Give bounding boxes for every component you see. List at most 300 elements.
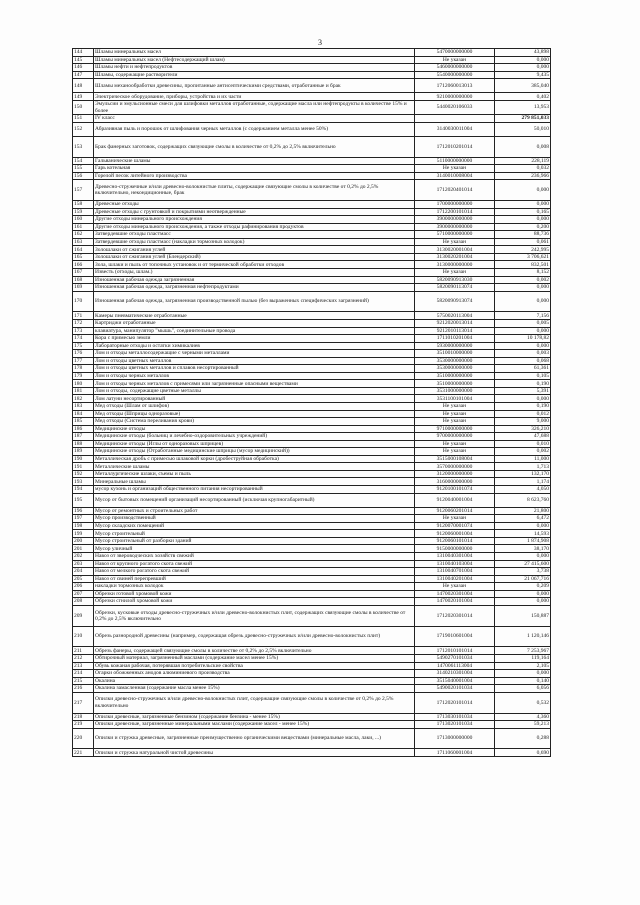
row-number: 183 (73, 403, 94, 411)
table-row (73, 136, 551, 157)
table-row (73, 713, 551, 721)
row-number: 159 (73, 208, 94, 216)
row-number: 169 (73, 284, 94, 292)
waste-amount: 242,995 (495, 246, 551, 254)
waste-code: 5110000000000 (415, 157, 495, 165)
waste-code: 3570000000000 (415, 463, 495, 471)
table-row (73, 728, 551, 749)
waste-name: Другие отходы минерального происхождения (94, 216, 415, 224)
waste-code: 1713030101034 (415, 713, 495, 721)
waste-code: 1310040301004 (415, 553, 495, 561)
row-number: 175 (73, 342, 94, 350)
table-row (73, 216, 551, 224)
waste-name: Мусор складских помещений (94, 522, 415, 530)
waste-code: 3510000000000 (415, 372, 495, 380)
waste-name: Металлические шламы (94, 463, 415, 471)
row-number: 203 (73, 560, 94, 568)
table-row (73, 575, 551, 583)
row-number: 211 (73, 647, 94, 655)
waste-code: 5930000000000 (415, 342, 495, 350)
row-number: 191 (73, 463, 94, 471)
waste-code: 1712010101014 (415, 647, 495, 655)
waste-name: мусор кухонь и организаций общественного питания несортированный (94, 486, 415, 494)
waste-name: Брак фанерных заготовок, содержащих связующие смолы в количестве от 0,2% до 2,5% включительно (94, 136, 415, 157)
waste-name: IV класс (94, 115, 415, 123)
waste-name: Навоз от мелкого рогатого скота свежий (94, 568, 415, 576)
row-number: 144 (73, 49, 94, 57)
table-row (73, 463, 551, 471)
table-row (73, 530, 551, 538)
waste-amount: 0,000 (495, 598, 551, 606)
waste-amount: 7 253,967 (495, 647, 551, 655)
row-number: 149 (73, 93, 94, 101)
waste-amount: 0,000 (495, 201, 551, 209)
waste-amount: 27 415,600 (495, 560, 551, 568)
row-number: 170 (73, 291, 94, 312)
waste-name: Обрезки, кусковые отходы древесно-стружечных и/или древесно-волокнистых плит, содержащих связующие смолы в количестве от 0,2% до 2,5% включительно (94, 605, 415, 626)
row-number: 147 (73, 71, 94, 79)
table-row (73, 122, 551, 136)
waste-name: Лом и отходы черных металлов с примесями или загрязненные опасными веществами (94, 380, 415, 388)
row-number: 160 (73, 216, 94, 224)
waste-name: Гарь котельная (94, 165, 415, 173)
row-number: 166 (73, 261, 94, 269)
waste-code: 1719010601004 (415, 626, 495, 647)
waste-amount: 0,012 (495, 410, 551, 418)
waste-code: 3900000000000 (415, 216, 495, 224)
waste-name: Древесные отходы (94, 201, 415, 209)
table-row (73, 261, 551, 269)
waste-amount: 10 178,82 (495, 335, 551, 343)
waste-amount: 7,156 (495, 312, 551, 320)
waste-name: Окалина (94, 677, 415, 685)
waste-name: Мед отходы (Шприцы одноразовые) (94, 410, 415, 418)
waste-amount: 21 067,716 (495, 575, 551, 583)
waste-name: Древесно-стружечные и/или древесно-волокнистые плиты, содержащие связующие смолы в количестве от 0,2% до 2,5% включительно, некондиционные, брак (94, 180, 415, 201)
waste-code: 5820090113074 (415, 284, 495, 292)
row-number: 193 (73, 478, 94, 486)
table-row (73, 537, 551, 545)
table-row (73, 100, 551, 114)
row-number: 210 (73, 626, 94, 647)
waste-amount: 0,010 (495, 440, 551, 448)
row-number: 151 (73, 115, 94, 123)
waste-code: 1712060013013 (415, 79, 495, 93)
waste-code: 3515040001004 (415, 677, 495, 685)
waste-code: Не указан (415, 56, 495, 64)
waste-name: Металлическая дробь с примесью шлаковой корки (дробеструйная обработка) (94, 455, 415, 463)
row-number: 182 (73, 395, 94, 403)
row-number: 200 (73, 537, 94, 545)
waste-name: Зола, шлаки и пыль от топочных установок и от термической обработки отходов (94, 261, 415, 269)
table-row (73, 440, 551, 448)
row-number: 204 (73, 568, 94, 576)
waste-name: Мусор от бытовых помещений организаций несортированный (исключая крупногабаритный) (94, 493, 415, 507)
waste-code: 3530000000000 (415, 365, 495, 373)
table-row (73, 560, 551, 568)
waste-amount: 0,002 (495, 276, 551, 284)
waste-code: 3900000000000 (415, 223, 495, 231)
table-row (73, 335, 551, 343)
waste-code: Не указан (415, 269, 495, 277)
table-row (73, 71, 551, 79)
waste-amount: 0,000 (495, 395, 551, 403)
waste-code: Не указан (415, 403, 495, 411)
table-row (73, 749, 551, 757)
row-number: 221 (73, 749, 94, 757)
waste-name: Изношенная рабочая одежда загрязненная (94, 276, 415, 284)
waste-amount: 13,953 (495, 100, 551, 114)
waste-name: Опилки и стружка натуральной чистой древесины (94, 749, 415, 757)
waste-code: 1713000000000 (415, 728, 495, 749)
waste-amount: 0,140 (495, 677, 551, 685)
waste-code: 3510010000000 (415, 350, 495, 358)
waste-name: Опилки древесные, загрязненные бензином (содержание бензина - менее 15%) (94, 713, 415, 721)
table-row (73, 157, 551, 165)
row-number: 172 (73, 319, 94, 327)
waste-name: Изношенная рабочая одежда, загрязненная производственной пылью (без выраженных специфических загрязнений) (94, 291, 415, 312)
row-number: 173 (73, 327, 94, 335)
waste-code: 9150000000000 (415, 545, 495, 553)
waste-name: Медицинские отходы (больниц и лечебно-оздоровительных учреждений) (94, 433, 415, 441)
waste-amount: 0,000 (495, 56, 551, 64)
table-row (73, 49, 551, 57)
row-number: 148 (73, 79, 94, 93)
table-row (73, 493, 551, 507)
row-number: 156 (73, 172, 94, 180)
table-row (73, 357, 551, 365)
waste-code: 9120040001004 (415, 493, 495, 507)
waste-code: 1470061113004 (415, 662, 495, 670)
row-number: 218 (73, 713, 94, 721)
table-row (73, 350, 551, 358)
waste-amount: 0,000 (495, 553, 551, 561)
table-row (73, 246, 551, 254)
waste-code: 1310040103004 (415, 560, 495, 568)
row-number: 154 (73, 157, 94, 165)
waste-amount: 43,898 (495, 49, 551, 57)
table-row (73, 590, 551, 598)
waste-code: 1470020101004 (415, 598, 495, 606)
waste-name: Обрезки сгнилой хромовой кожи (94, 598, 415, 606)
row-number: 158 (73, 201, 94, 209)
row-number: 192 (73, 470, 94, 478)
waste-code: 1310040201004 (415, 575, 495, 583)
table-row (73, 291, 551, 312)
row-number: 186 (73, 425, 94, 433)
table-row (73, 253, 551, 261)
row-number: 194 (73, 486, 94, 494)
waste-name: Мусор от ремонтных и строительных работ (94, 507, 415, 515)
waste-amount: 21,800 (495, 507, 551, 515)
waste-amount: 0,000 (495, 670, 551, 678)
waste-code: Не указан (415, 410, 495, 418)
waste-code: 5490020101034 (415, 685, 495, 693)
table-row (73, 201, 551, 209)
waste-code: 3130020201004 (415, 253, 495, 261)
waste-name: накладки тормозных колодок (94, 583, 415, 591)
waste-name: Шламы механообработки древесины, пропитанные антисептическими средствами, отработанные и брак (94, 79, 415, 93)
table-row (73, 56, 551, 64)
row-number: 157 (73, 180, 94, 201)
row-number: 188 (73, 440, 94, 448)
waste-code: Не указан (415, 448, 495, 456)
waste-code: 3140030011004 (415, 122, 495, 136)
waste-name: Опилки и стружка древесные, загрязненные преимущественно органическими веществами (минеральные масла, лаки, ...) (94, 728, 415, 749)
waste-name: Лабораторные отходы и остатки химикалиев (94, 342, 415, 350)
waste-code: 9710000000000 (415, 425, 495, 433)
row-number: 167 (73, 269, 94, 277)
waste-name: Лом и отходы металлосодержащие с черными металлами (94, 350, 415, 358)
table-row (73, 692, 551, 713)
waste-amount: 5,391 (495, 387, 551, 395)
table-row (73, 365, 551, 373)
waste-name: Огарки обожженных анодов алюминиевого производства (94, 670, 415, 678)
waste-code: 3510000000000 (415, 380, 495, 388)
table-row (73, 312, 551, 320)
waste-name: Обтирочный материал, загрязненный маслами (содержание масел менее 15%) (94, 655, 415, 663)
waste-code: 3531000000000 (415, 387, 495, 395)
waste-name: Золошлаки от сжигания углей (Блендерский) (94, 253, 415, 261)
row-number: 184 (73, 410, 94, 418)
waste-code: 9120070001074 (415, 522, 495, 530)
table-row (73, 380, 551, 388)
table-row (73, 677, 551, 685)
waste-amount: 119,164 (495, 655, 551, 663)
table-row (73, 410, 551, 418)
table-row (73, 507, 551, 515)
waste-code: 5820090913030 (415, 276, 495, 284)
row-number: 197 (73, 515, 94, 523)
waste-name: Медицинские отходы (94, 425, 415, 433)
waste-amount: 0,005 (495, 319, 551, 327)
waste-name: Затвердевшие отходы пластмасс (94, 231, 415, 239)
waste-code: 1712200101014 (415, 208, 495, 216)
waste-name: Навоз от крупного рогатого скота свежий (94, 560, 415, 568)
waste-amount: 0,000 (495, 284, 551, 292)
waste-amount: 228,119 (495, 157, 551, 165)
page-number: 3 (318, 38, 322, 47)
table-row (73, 172, 551, 180)
waste-code: 9120060101014 (415, 537, 495, 545)
table-row (73, 319, 551, 327)
waste-amount: 236,966 (495, 172, 551, 180)
waste-name: Навоз от звероводческих хозяйств свежий (94, 553, 415, 561)
waste-amount: 0,000 (495, 216, 551, 224)
row-number: 177 (73, 357, 94, 365)
table-row (73, 448, 551, 456)
waste-code: Не указан (415, 515, 495, 523)
waste-code: 1310040701004 (415, 568, 495, 576)
table-row (73, 238, 551, 246)
waste-code: 1712020101014 (415, 692, 495, 713)
waste-name: Другие отходы минерального происхождения, а также отходы рафинирования продуктов (94, 223, 415, 231)
waste-code: 9210000000000 (415, 93, 495, 101)
waste-code: 1470020301004 (415, 590, 495, 598)
table-row (73, 662, 551, 670)
waste-name: Гальванические шламы (94, 157, 415, 165)
waste-amount: 1 874,908 (495, 537, 551, 545)
table-row (73, 478, 551, 486)
waste-name: Обрезь разнородной древесины (например, содержащая обрезь древесно-стружечных и/или древесно-волокнистых плит) (94, 626, 415, 647)
waste-code: 3130000000000 (415, 261, 495, 269)
table-row (73, 721, 551, 729)
waste-amount: 59,213 (495, 721, 551, 729)
table-row (73, 515, 551, 523)
row-number: 174 (73, 335, 94, 343)
table-row (73, 284, 551, 292)
waste-amount: 0,061 (495, 238, 551, 246)
waste-amount: 0,068 (495, 357, 551, 365)
waste-amount: 50,010 (495, 122, 551, 136)
waste-amount: 0,190 (495, 380, 551, 388)
row-number: 213 (73, 662, 94, 670)
waste-amount: 0,105 (495, 372, 551, 380)
table-row (73, 418, 551, 426)
waste-amount: 0,209 (495, 583, 551, 591)
table-row (73, 223, 551, 231)
row-number: 185 (73, 418, 94, 426)
table-row (73, 276, 551, 284)
waste-name: Медицинские отходы (Отработанные медицинские шприцы (мусор медицинский)) (94, 448, 415, 456)
waste-amount: 1 120,146 (495, 626, 551, 647)
row-number: 179 (73, 372, 94, 380)
table-row (73, 670, 551, 678)
table-row (73, 180, 551, 201)
waste-amount: 0,288 (495, 728, 551, 749)
row-number: 205 (73, 575, 94, 583)
waste-name: Обрезь фанеры, содержащей связующие смолы в количестве от 0,2% до 2,5% включительно (94, 647, 415, 655)
row-number: 168 (73, 276, 94, 284)
table-row (73, 685, 551, 693)
waste-code: 9212020013014 (415, 319, 495, 327)
waste-name: Золошлаки от сжигания углей (94, 246, 415, 254)
waste-code: 5750020113004 (415, 312, 495, 320)
waste-name: Эмульсии и эмульсионные смеси для шлифовки металлов отработанные, содержащие масла или нефтепродукты в количестве 15% и более (94, 100, 415, 114)
waste-code (415, 115, 495, 123)
row-number: 150 (73, 100, 94, 114)
waste-amount: 9,000 (495, 418, 551, 426)
waste-code: 1711060001004 (415, 749, 495, 757)
waste-amount: 14,593 (495, 530, 551, 538)
waste-name: Минеральные шламы (94, 478, 415, 486)
waste-code: Не указан (415, 583, 495, 591)
row-number: 178 (73, 365, 94, 373)
waste-amount: 0,003 (495, 350, 551, 358)
waste-code: 1712020401014 (415, 180, 495, 201)
waste-amount: 9,435 (495, 71, 551, 79)
row-number: 198 (73, 522, 94, 530)
waste-code: 9120100101074 (415, 486, 495, 494)
waste-amount: 0,032 (495, 165, 551, 173)
waste-name: Лом и отходы цветных металлов (94, 357, 415, 365)
waste-code: 9120060201014 (415, 507, 495, 515)
table-row (73, 545, 551, 553)
waste-amount: 832,501 (495, 261, 551, 269)
waste-amount: 0,690 (495, 749, 551, 757)
waste-amount: 0,000 (495, 590, 551, 598)
waste-amount: 4,050 (495, 486, 551, 494)
table-row (73, 395, 551, 403)
waste-code: 5820090913074 (415, 291, 495, 312)
row-number: 164 (73, 246, 94, 254)
row-number: 189 (73, 448, 94, 456)
waste-name: Электрическое оборудование, приборы, устройства и их части (94, 93, 415, 101)
row-number: 216 (73, 685, 94, 693)
waste-code: Не указан (415, 165, 495, 173)
waste-amount: 0,190 (495, 403, 551, 411)
row-number: 212 (73, 655, 94, 663)
row-number: 215 (73, 677, 94, 685)
waste-name: Лом латуни несортированный (94, 395, 415, 403)
waste-name: Кора с примесью земли (94, 335, 415, 343)
waste-code: 5710000000000 (415, 231, 495, 239)
row-number: 152 (73, 122, 94, 136)
waste-name: Мусор строительный от разборки зданий (94, 537, 415, 545)
waste-name: Лом и отходы черных металлов (94, 372, 415, 380)
waste-name: Шламы нефти и нефтепродуктов (94, 64, 415, 72)
table-row (73, 486, 551, 494)
waste-name: Опилки древесные, загрязненные минеральными маслами (содержание масел - менее 15%) (94, 721, 415, 729)
waste-code: Не указан (415, 440, 495, 448)
row-number: 202 (73, 553, 94, 561)
row-number: 195 (73, 493, 94, 507)
row-number: 196 (73, 507, 94, 515)
waste-code: 9700000000000 (415, 433, 495, 441)
waste-code: 5440020106033 (415, 100, 495, 114)
waste-amount: 0,000 (495, 64, 551, 72)
waste-name: Опилки древесно-стружечных и/или древесно-волокнистых плит, содержащие связующие смолы в количестве от 0,2% до 2,5% включительно (94, 692, 415, 713)
waste-code: 5540000000000 (415, 71, 495, 79)
table-row (73, 455, 551, 463)
waste-name: Обувь кожаная рабочая, потерявшая потребительские свойства (94, 662, 415, 670)
waste-amount: 385,040 (495, 79, 551, 93)
waste-name: Мед отходы (Система переливания крови) (94, 418, 415, 426)
waste-code: 1712020301014 (415, 605, 495, 626)
waste-amount: 4,360 (495, 713, 551, 721)
waste-code: 3515000108004 (415, 455, 495, 463)
waste-amount: 0,000 (495, 522, 551, 530)
waste-amount: 8 623,760 (495, 493, 551, 507)
waste-amount: 3,738 (495, 568, 551, 576)
table-row (73, 647, 551, 655)
waste-code: 5470000000000 (415, 49, 495, 57)
table-row (73, 553, 551, 561)
waste-amount: 0,008 (495, 136, 551, 157)
waste-code: 1712010201014 (415, 136, 495, 157)
waste-amount: 0,165 (495, 208, 551, 216)
waste-name: Окалина замасленная (содержание масла менее 15%) (94, 685, 415, 693)
waste-name: Древесные отходы с грунтовкой и покрытиями неотвержденные (94, 208, 415, 216)
table-row (73, 269, 551, 277)
row-number: 165 (73, 253, 94, 261)
waste-name: Известь (отходы, шлам.) (94, 269, 415, 277)
waste-code: 9120060001004 (415, 530, 495, 538)
row-number: 206 (73, 583, 94, 591)
waste-name: Картриджи отработанные (94, 319, 415, 327)
waste-name: Навоз от свиней перепревший (94, 575, 415, 583)
waste-amount: 88,736 (495, 231, 551, 239)
table-row (73, 403, 551, 411)
row-number: 220 (73, 728, 94, 749)
table-row (73, 522, 551, 530)
table-row (73, 231, 551, 239)
row-number: 219 (73, 721, 94, 729)
waste-amount: 1,174 (495, 478, 551, 486)
table-row (73, 433, 551, 441)
waste-name: Медицинские отходы (Иглы от одноразовых шприцев) (94, 440, 415, 448)
waste-amount: 0,532 (495, 692, 551, 713)
